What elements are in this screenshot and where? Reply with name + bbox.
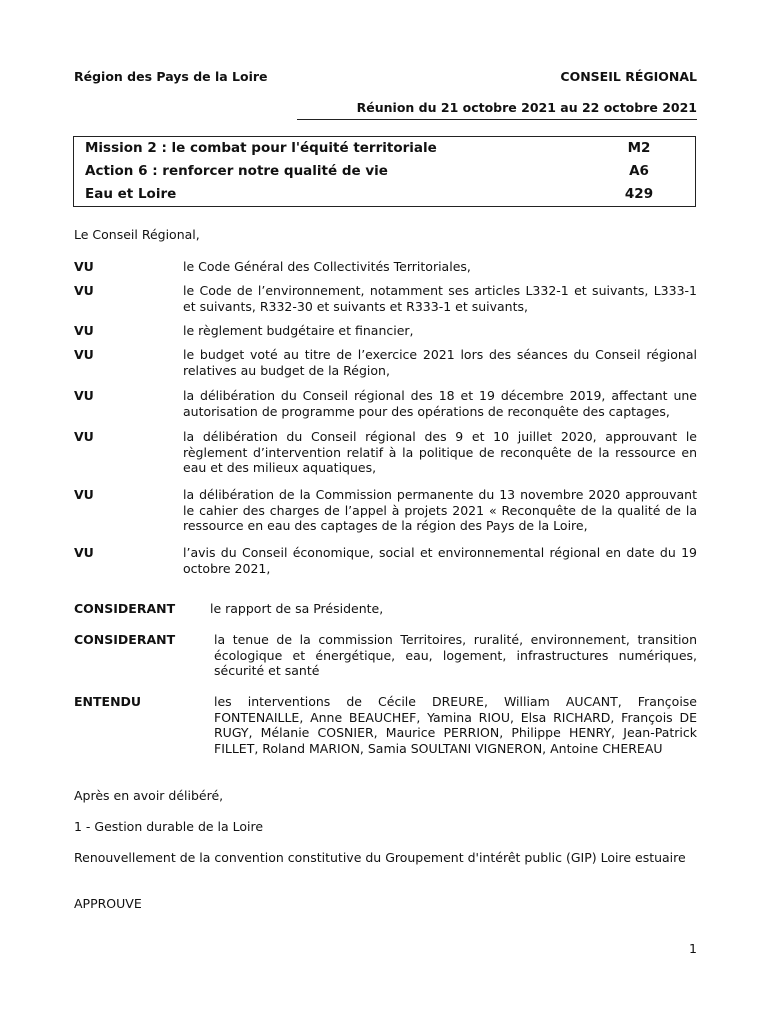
- vu-item: le Code de l’environnement, notamment ses articles L332-1 et suivants, L333-1 et suivants, R332-30 et suivants et R333-1 et suivants,: [183, 283, 697, 314]
- region-name: Région des Pays de la Loire: [74, 69, 268, 84]
- program-row: [85, 187, 684, 207]
- program-label: Eau et Loire: [85, 186, 177, 202]
- vu-item: la délibération de la Commission permanente du 13 novembre 2020 approuvant le cahier des charges de l’appel à projets 2021 « Reconquête de la qualité de la ressource en eau des captages de la région des Pays de la Loire,: [183, 487, 697, 533]
- vu-label: VU: [74, 347, 94, 362]
- vu-label: VU: [74, 283, 94, 298]
- considerant-text: la tenue de la commission Territoires, ruralité, environnement, transition écologique et énergétique, eau, logement, infrastructures numériques, sécurité et santé: [214, 632, 697, 678]
- page-number: 1: [689, 941, 697, 956]
- renewal-text: Renouvellement de la convention constitutive du Groupement d'intérêt public (GIP) Loire estuaire: [74, 850, 686, 865]
- approve-text: APPROUVE: [74, 896, 142, 911]
- entendu-text: les interventions de Cécile DREURE, William AUCANT, Françoise FONTENAILLE, Anne BEAUCHEF, Yamina RIOU, Elsa RICHARD, François DE RUGY, Mélanie COSNIER, Maurice PERRION, Philippe HENRY, Jean-Patrick FILLET, Roland MARION, Samia SOULTANI VIGNERON, Antoine CHEREAU: [214, 694, 697, 756]
- vu-label: VU: [74, 545, 94, 560]
- considerant-label: CONSIDERANT: [74, 601, 176, 616]
- mission-row: [85, 141, 684, 161]
- deliberation-text: Après en avoir délibéré,: [74, 788, 224, 803]
- entendu-label: ENTENDU: [74, 694, 142, 709]
- vu-label: VU: [74, 323, 94, 338]
- section-title: 1 - Gestion durable de la Loire: [74, 819, 264, 834]
- vu-item: le Code Général des Collectivités Territoriales,: [183, 259, 471, 274]
- vu-label: VU: [74, 388, 94, 403]
- vu-item: la délibération du Conseil régional des 18 et 19 décembre 2019, affectant une autorisation de programme pour des opérations de reconquête des captages,: [183, 388, 697, 419]
- action-code: A6: [629, 163, 649, 179]
- mission-box: [73, 136, 696, 207]
- meeting-dates: Réunion du 21 octobre 2021 au 22 octobre 2021: [297, 100, 697, 120]
- mission-label: Mission 2 : le combat pour l'équité territoriale: [85, 140, 437, 156]
- program-code: 429: [624, 186, 654, 202]
- vu-label: VU: [74, 487, 94, 502]
- vu-label: VU: [74, 429, 94, 444]
- vu-item: l’avis du Conseil économique, social et environnemental régional en date du 19 octobre 2021,: [183, 545, 697, 576]
- mission-code: M2: [627, 140, 651, 156]
- intro-text: Le Conseil Régional,: [74, 227, 200, 242]
- vu-item: le règlement budgétaire et financier,: [183, 323, 414, 338]
- vu-item: la délibération du Conseil régional des 9 et 10 juillet 2020, approuvant le règlement d’intervention relatif à la politique de reconquête de la ressource en eau et des milieux aquatiques,: [183, 429, 697, 475]
- vu-label: VU: [74, 259, 94, 274]
- vu-item: le budget voté au titre de l’exercice 2021 lors des séances du Conseil régional relatives au budget de la Région,: [183, 347, 697, 378]
- considerant-label: CONSIDERANT: [74, 632, 176, 647]
- council-name: CONSEIL RÉGIONAL: [560, 69, 697, 84]
- action-label: Action 6 : renforcer notre qualité de vie: [85, 163, 388, 179]
- considerant-text: le rapport de sa Présidente,: [210, 601, 384, 616]
- action-row: [85, 164, 684, 184]
